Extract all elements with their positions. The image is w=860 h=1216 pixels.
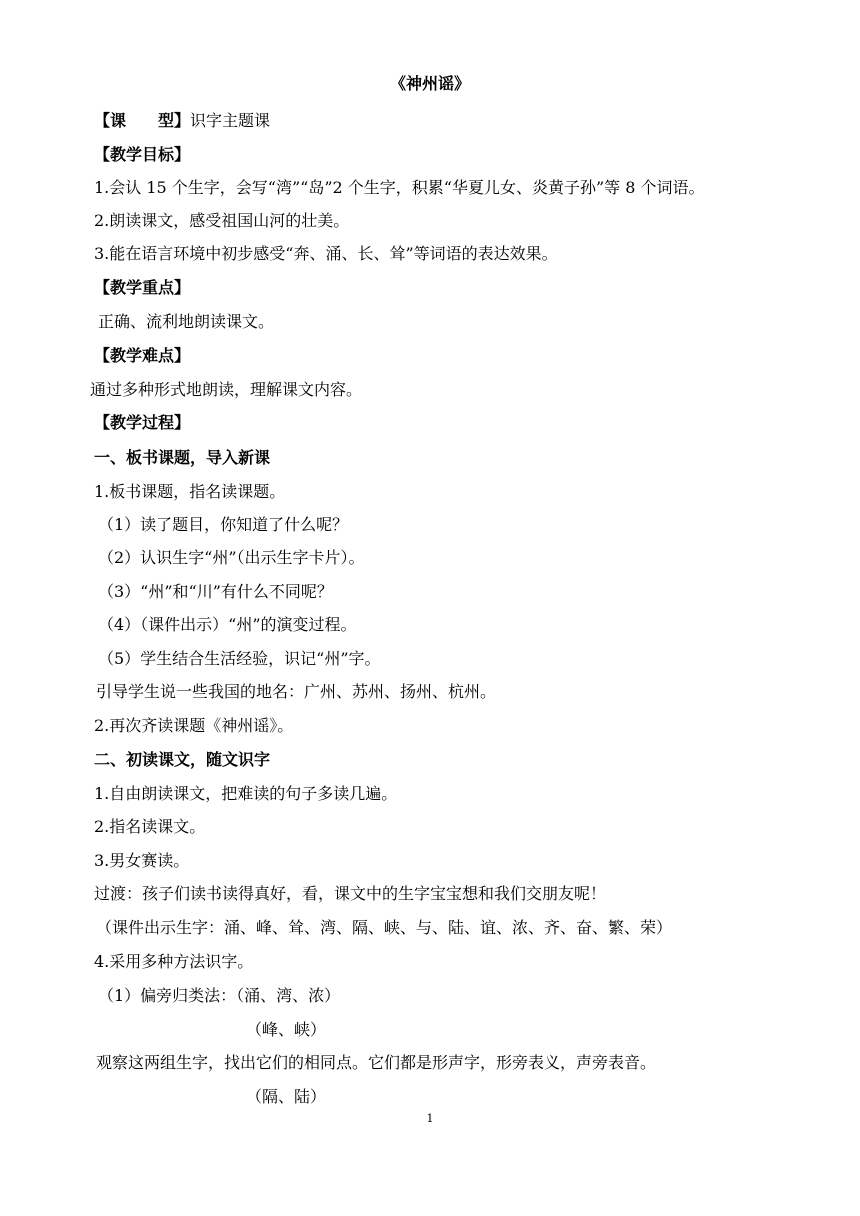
section1-line: （5）学生结合生活经验，识记“州”字。: [98, 649, 381, 668]
lesson-type-value: 识字主题课: [190, 111, 271, 130]
document-title: 《神州谣》: [389, 74, 470, 93]
section2-line: 4.采用多种方法识字。: [94, 952, 254, 971]
objective-item: 3.能在语言环境中初步感受“奔、涌、长、耸”等词语的表达效果。: [94, 244, 558, 263]
section1-line: 1.板书课题，指名读课题。: [94, 482, 286, 501]
section1-heading: 一、板书课题，导入新课: [94, 448, 271, 467]
section2-line: 1.自由朗读课文，把难读的句子多读几遍。: [94, 784, 398, 803]
key-points-text: 正确、流利地朗读课文。: [98, 312, 275, 331]
section1-line: （4）（课件出示）“州”的演变过程。: [98, 615, 357, 634]
section2-line: 观察这两组生字，找出它们的相同点。它们都是形声字，形旁表义，声旁表音。: [96, 1053, 657, 1072]
section2-line: （1）偏旁归类法：（涌、湾、浓）: [98, 986, 341, 1005]
difficulties-text: 通过多种形式地朗读，理解课文内容。: [90, 380, 363, 399]
key-points-heading: 【教学重点】: [94, 278, 191, 297]
lesson-type-label: 【课 型】: [94, 111, 191, 130]
section1-line: （2）认识生字“州”（出示生字卡片）。: [98, 548, 365, 567]
process-heading: 【教学过程】: [94, 413, 191, 432]
section1-line: 引导学生说一些我国的地名：广州、苏州、扬州、杭州。: [96, 682, 497, 701]
section1-line: 2.再次齐读课题《神州谣》。: [94, 716, 294, 735]
objective-item: 2.朗读课文，感受祖国山河的壮美。: [94, 211, 350, 230]
section2-line: 2.指名读课文。: [94, 817, 206, 836]
section1-line: （3）“州”和“川”有什么不同呢？: [98, 582, 333, 601]
section2-heading: 二、初读课文，随文识字: [94, 750, 271, 769]
section2-line: （峰、峡）: [246, 1020, 327, 1039]
difficulties-heading: 【教学难点】: [94, 346, 191, 365]
section2-line: 3.男女赛读。: [94, 851, 190, 870]
section1-line: （1）读了题目，你知道了什么呢？: [98, 515, 349, 534]
page-number: 1: [426, 1112, 434, 1125]
objective-item: 1.会认 15 个生字，会写“湾”“岛”2 个生字，积累“华夏儿女、炎黄子孙”等 8 个词语。: [94, 178, 705, 197]
objectives-heading: 【教学目标】: [94, 145, 191, 164]
section2-line: 过渡：孩子们读书读得真好，看，课文中的生字宝宝想和我们交朋友呢！: [94, 884, 607, 903]
section2-line: （课件出示生字：涌、峰、耸、湾、隔、峡、与、陆、谊、浓、齐、奋、繁、荣）: [96, 918, 673, 937]
section2-line: （隔、陆）: [246, 1087, 327, 1106]
lesson-type-line: [94, 111, 270, 131]
